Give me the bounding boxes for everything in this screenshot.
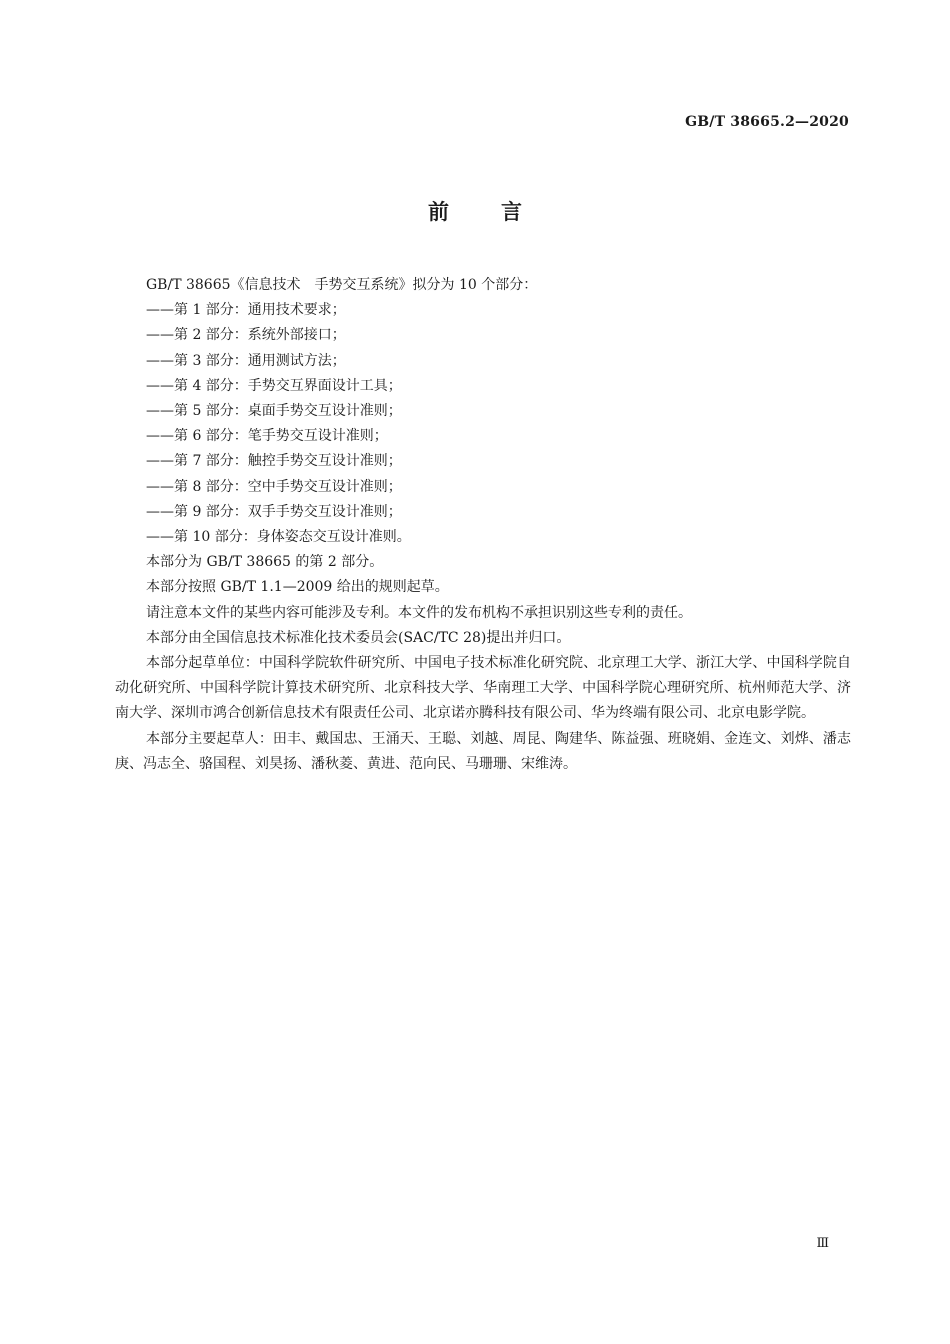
parts-list bbox=[115, 298, 851, 550]
part-item: ——第 1 部分：通用技术要求； bbox=[146, 302, 346, 319]
part-item: ——第 4 部分：手势交互界面设计工具； bbox=[146, 377, 402, 394]
part-item: ——第 2 部分：系统外部接口； bbox=[146, 327, 346, 344]
part-item: ——第 10 部分：身体姿态交互设计准则。 bbox=[146, 529, 411, 546]
statement-drafting-rules: 本部分按照 GB/T 1.1—2009 给出的规则起草。 bbox=[146, 579, 449, 596]
document-number: GB/T 38665.2—2020 bbox=[685, 114, 849, 130]
drafters-paragraph: 本部分主要起草人：田丰、戴国忠、王涌天、王聪、刘越、周昆、陶建华、陈益强、班晓娟、金连文、刘烨、潘志庚、冯志全、骆国程、刘昊扬、潘秋菱、黄进、范向民、马珊珊、宋维涛。 bbox=[115, 730, 851, 772]
page-number: Ⅲ bbox=[816, 1236, 829, 1251]
part-item: ——第 7 部分：触控手势交互设计准则； bbox=[146, 453, 402, 470]
foreword-body bbox=[115, 273, 851, 777]
part-item: ——第 5 部分：桌面手势交互设计准则； bbox=[146, 403, 402, 420]
statement-part-number: 本部分为 GB/T 38665 的第 2 部分。 bbox=[146, 554, 384, 571]
drafting-units-paragraph: 本部分起草单位：中国科学院软件研究所、中国电子技术标准化研究院、北京理工大学、浙江大学、中国科学院自动化研究所、中国科学院计算技术研究所、北京科技大学、华南理工大学、中国科学院心理研究所、杭州师范大学、济南大学、深圳市鸿合创新信息技术有限责任公司、北京诺亦腾科技有限公司、华为终端有限公司、北京电影学院。 bbox=[115, 655, 851, 722]
part-item: ——第 6 部分：笔手势交互设计准则； bbox=[146, 428, 388, 445]
page-title: 前言 bbox=[428, 199, 574, 224]
statement-proposer: 本部分由全国信息技术标准化技术委员会(SAC/TC 28)提出并归口。 bbox=[146, 629, 571, 646]
part-item: ——第 9 部分：双手手势交互设计准则； bbox=[146, 503, 402, 520]
statement-patent-notice: 请注意本文件的某些内容可能涉及专利。本文件的发布机构不承担识别这些专利的责任。 bbox=[146, 604, 692, 621]
part-item: ——第 8 部分：空中手势交互设计准则； bbox=[146, 478, 402, 495]
part-item: ——第 3 部分：通用测试方法； bbox=[146, 352, 346, 369]
intro-line: GB/T 38665《信息技术 手势交互系统》拟分为 10 个部分： bbox=[146, 277, 538, 293]
